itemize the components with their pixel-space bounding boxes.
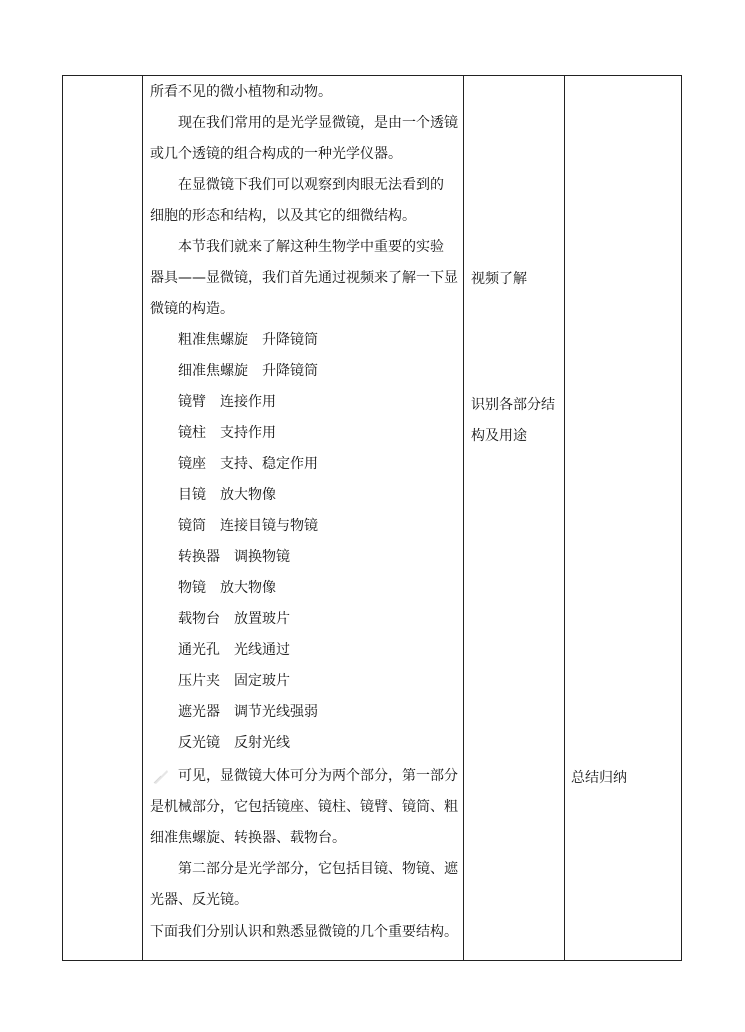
paragraph-text: 可见，显微镜大体可分为两个部分，第一部分 [178,768,458,784]
part-use: 放大物像 [220,580,276,596]
part-name: 压片夹 [178,673,220,689]
part-row [150,542,457,573]
paragraph-line: 下面我们分别认识和熟悉显微镜的几个重要结构。 [150,924,458,940]
part-use: 支持作用 [220,425,276,441]
part-use: 调换物镜 [234,549,290,565]
part-name: 转换器 [178,549,220,565]
part-use: 连接作用 [220,394,276,410]
paragraph-line: 本节我们就来了解这种生物学中重要的实验 [178,239,444,255]
part-row [150,387,457,418]
part-use: 固定玻片 [234,673,290,689]
paragraph-line: 现在我们常用的是光学显微镜，是由一个透镜 [178,115,458,131]
part-use: 支持、稳定作用 [220,456,318,472]
microscope-parts-list [150,325,457,759]
part-name: 反光镜 [178,735,220,751]
part-row [150,449,457,480]
part-row [150,728,457,759]
part-row [150,418,457,449]
design-intent-cell [565,76,682,960]
part-name: 载物台 [178,611,220,627]
activity-identify-line: 构及用途 [471,428,527,444]
part-name: 物镜 [178,580,206,596]
part-name: 镜座 [178,456,206,472]
part-name: 粗准焦螺旋 [178,332,248,348]
activity-video: 视频了解 [471,271,527,287]
paragraph-line: 在显微镜下我们可以观察到肉眼无法看到的 [178,177,444,193]
part-use: 升降镜筒 [262,332,318,348]
paragraph-line [150,761,457,792]
part-row [150,697,457,728]
part-use: 放置玻片 [234,611,290,627]
part-use: 光线通过 [234,642,290,658]
paragraph-line: 所看不见的微小植物和动物。 [150,84,332,100]
part-use: 放大物像 [220,487,276,503]
lesson-table [62,75,682,961]
part-row [150,666,457,697]
part-row [150,511,457,542]
part-row [150,573,457,604]
part-name: 通光孔 [178,642,220,658]
activity-identify-line: 识别各部分结 [471,397,555,413]
paragraph-line: 第二部分是光学部分，它包括目镜、物镜、遮 [178,861,458,877]
part-use: 升降镜筒 [262,363,318,379]
part-row [150,480,457,511]
part-row [150,635,457,666]
part-name: 目镜 [178,487,206,503]
part-use: 连接目镜与物镜 [220,518,318,534]
paragraph-line: 细准焦螺旋、转换器、载物台。 [150,830,346,846]
part-row [150,325,457,356]
design-summary: 总结归纳 [571,770,627,786]
part-row [150,356,457,387]
pen-mark-icon [152,767,169,785]
part-name: 镜臂 [178,394,206,410]
teaching-content-cell [143,76,463,960]
part-row [150,604,457,635]
part-name: 细准焦螺旋 [178,363,248,379]
part-use: 反射光线 [234,735,290,751]
part-name: 镜柱 [178,425,206,441]
student-activity-cell [464,76,564,960]
part-name: 遮光器 [178,704,220,720]
paragraph-line: 器具——显微镜，我们首先通过视频来了解一下显 [150,270,458,286]
paragraph-line: 光器、反光镜。 [150,892,248,908]
paragraph-line: 微镜的构造。 [150,301,234,317]
paragraph-line: 细胞的形态和结构，以及其它的细微结构。 [150,208,416,224]
paragraph-line: 是机械部分，它包括镜座、镜柱、镜臂、镜筒、粗 [150,799,458,815]
part-name: 镜筒 [178,518,206,534]
part-use: 调节光线强弱 [234,704,318,720]
paragraph-line: 或几个透镜的组合构成的一种光学仪器。 [150,146,402,162]
